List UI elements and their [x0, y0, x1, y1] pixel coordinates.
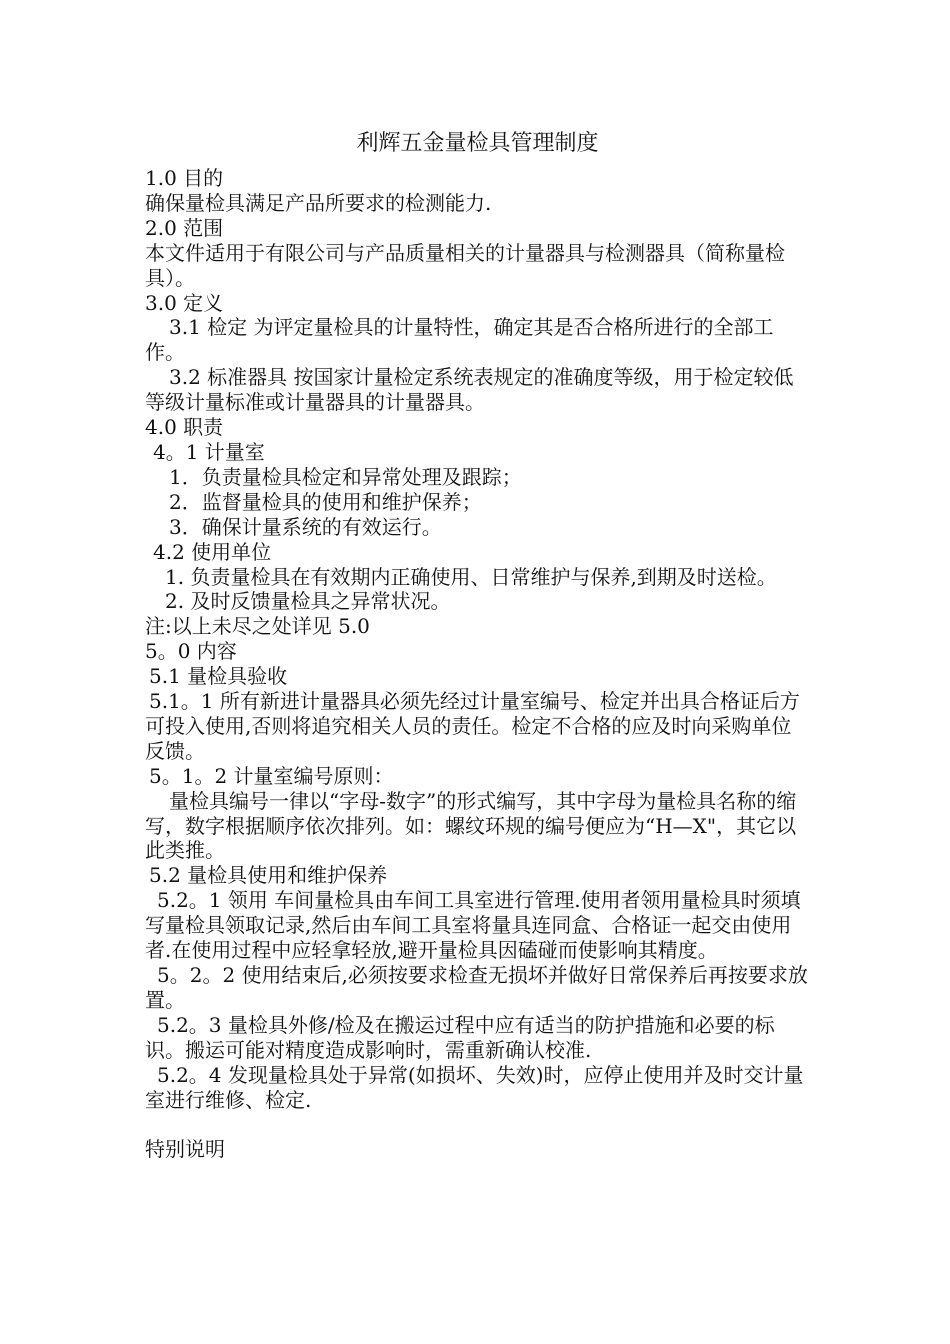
- document-page: [145, 130, 810, 1162]
- definition-3-1: 3.1 检定 为评定量检具的计量特性，确定其是否合格所进行的全部工作。: [145, 315, 774, 365]
- spacer: [145, 1112, 810, 1137]
- duty-4-1-item-1: 1．负责量检具检定和异常处理及跟踪；: [169, 464, 522, 489]
- section-2-text: 本文件适用于有限公司与产品质量相关的计量器具与检测器具（简称量检具）。: [145, 240, 785, 290]
- note: 注:以上未尽之处详见 5.0: [145, 614, 370, 639]
- section-5-1-heading: 5.1 量检具验收: [149, 664, 288, 689]
- duty-4-2-item-2: 2. 及时反馈量检具之异常状况。: [165, 589, 451, 614]
- special-note-heading: 特别说明: [145, 1137, 225, 1162]
- section-5-2-2: 5。2。2 使用结束后,必须按要求检查无损坏并做好日常保养后再按要求放置。: [145, 963, 808, 1012]
- duty-4-1-heading: 4。1 计量室: [153, 439, 265, 464]
- section-5-2-4: 5.2。4 发现量检具处于异常(如损坏、失效)时，应停止使用并及时交计量室进行维修、检定.: [145, 1062, 804, 1112]
- duty-4-1-item-3: 3．确保计量系统的有效运行。: [169, 514, 442, 539]
- section-1-text: 确保量检具满足产品所要求的检测能力.: [145, 190, 492, 215]
- section-1-heading: 1.0 目的: [145, 166, 224, 190]
- section-3-heading: 3.0 定义: [145, 290, 224, 315]
- section-5-1-2-heading: 5。1。2 计量室编号原则：: [149, 763, 394, 788]
- section-4-heading: 4.0 职责: [145, 415, 224, 440]
- definition-3-2: 3.2 标准器具 按国家计量检定系统表规定的准确度等级，用于检定较低等级计量标准或计量器具的计量器具。: [145, 365, 794, 415]
- section-2-heading: 2.0 范围: [145, 215, 224, 240]
- duty-4-2-item-1: 1. 负责量检具在有效期内正确使用、日常维护与保养,到期及时送检。: [165, 564, 777, 589]
- section-5-1-1: 5.1。1 所有新进计量器具必须先经过计量室编号、检定并出具合格证后方可投入使用,否则将追究相关人员的责任。检定不合格的应及时向采购单位反馈。: [145, 689, 800, 763]
- duty-4-2-heading: 4.2 使用单位: [153, 539, 272, 564]
- section-5-2-1: 5.2。1 领用 车间量检具由车间工具室进行管理.使用者领用量检具时须填写量检具领取记录,然后由车间工具室将量具连同盒、合格证一起交由使用者.在使用过程中应轻拿轻放,避开量检具因磕碰而使影响其精度。: [145, 888, 801, 963]
- section-5-2-3: 5.2。3 量检具外修/检及在搬运过程中应有适当的防护措施和必要的标识。搬运可能对精度造成影响时，需重新确认校准.: [145, 1012, 775, 1062]
- section-5-heading: 5。0 内容: [145, 639, 237, 664]
- duty-4-1-item-2: 2．监督量检具的使用和维护保养；: [169, 489, 482, 514]
- document-title: 利辉五金量检具管理制度: [356, 131, 599, 156]
- section-5-1-2-text: 量检具编号一律以“字母-数字”的形式编写，其中字母为量检具名称的缩写，数字根据顺序依次排列。如：螺纹环规的编号便应为“H—X"，其它以此类推。: [145, 788, 797, 863]
- section-5-2-heading: 5.2 量检具使用和维护保养: [149, 863, 388, 888]
